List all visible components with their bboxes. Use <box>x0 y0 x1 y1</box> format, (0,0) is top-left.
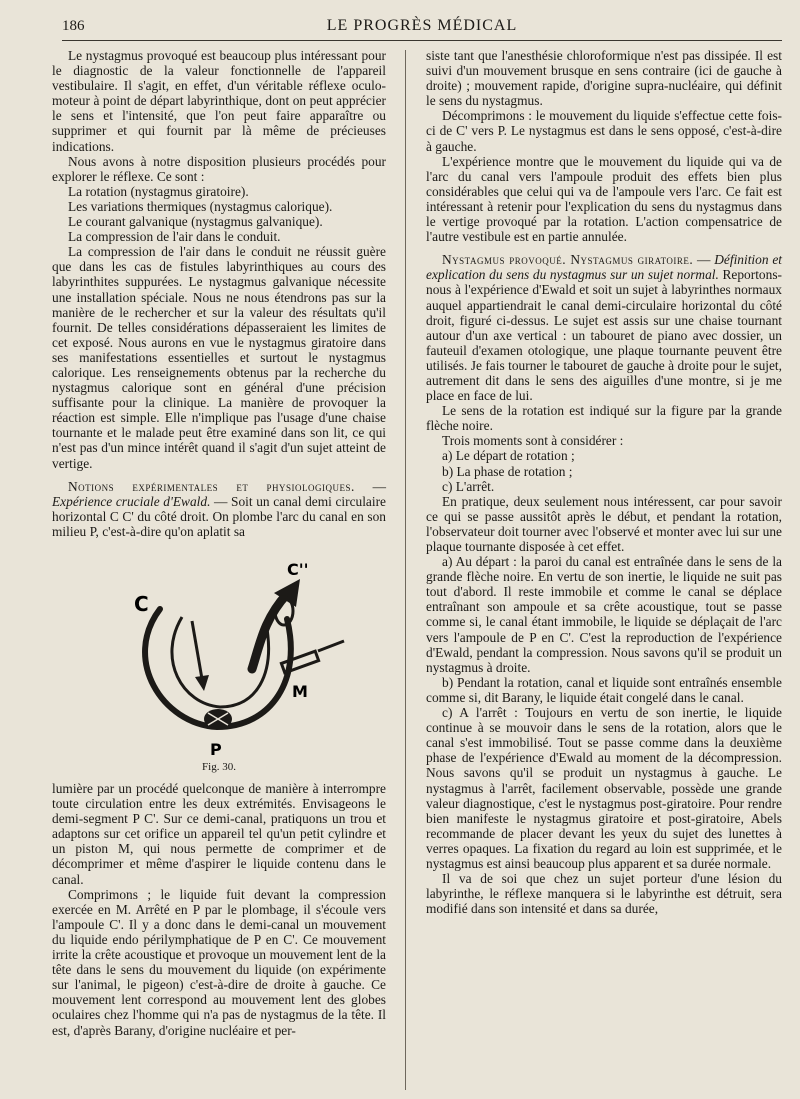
label-c-prime: C'' <box>287 560 309 579</box>
moment-item: c) L'arrêt. <box>442 478 495 494</box>
section-intro: Reportons-nous à l'expérience d'Ewald et soit un sujet à labyrinthes normaux auquel appartiendrait le canal demi-circulaire horizontal du côté droit, figuré ci-dessus. Le sujet est assis sur une chaise tournant autour d'un axe vertical : un tabouret de piano avec dossier, un fauteuil d'examen otologique, une plaque tournante peuvent être utilisés. Je fais tourner le tabouret de gauche à droite pour le sujet, autrement dit dans le sens des aiguilles d'une montre, si je me place en face de lui. <box>426 267 782 404</box>
label-c: C <box>134 592 149 616</box>
paragraph: Trois moments sont à considérer : <box>442 433 624 449</box>
left-column <box>52 48 386 1038</box>
paragraph: c) A l'arrêt : Toujours en vertu de son inertie, le liquide continue à se mouvoir dans le sens de la rotation, alors que le canal s'est immobilisé. Tout se passe comme dans la deuxième phase de l'expérience d'Ewald au moment de la décompression. Nous savons qu'il se produit un nystagmus à gauche. Le nystagmus à l'arrêt, facilement observable, possède une grande valeur diagnostique, c'est le nystagmus post-giratoire. Pour rendre bien manifeste le nystagmus giratoire et post-giratoire, Abels recommande de placer devant les yeux du sujet des lunettes à verres opaques. La fixation du regard au loin est supprimée, et le nystagmus est ainsi beaucoup plus apparent et sa durée normale. <box>426 705 782 871</box>
section-paragraph <box>426 252 782 403</box>
paragraph: La compression de l'air dans le conduit ne réussit guère que dans les cas de fistules labyrinthiques au cours des labyrinthites suppurées. Le nystagmus galvanique nécessite une installation spéciale. Nous ne nous étendrons pas sur la manière de le rechercher et sur la valeur des résultats qu'il fournit. De telles considérations dépasseraient les limites de cet exposé. Nous aurons en vue le nystagmus giratoire dans ses manifestations essentielles et surtout le nystagmus calorique. Les renseignements obtenus par la recherche du nystagmus calorique sont en général d'une précision suffisante pour la clinique. La manière de provoquer la réaction est simple. Elle n'implique pas l'usage d'une chaise tournante et le malade peut être examiné dans son lit, ce qui n'est pas d'un mince intérêt quand il s'agit d'un sujet atteint de vertige. <box>52 244 386 471</box>
page-number: 186 <box>62 18 85 34</box>
paragraph: L'expérience montre que le mouvement du liquide qui va de l'arc du canal vers l'ampoule produit des effets bien plus considérables que celui qui va de l'ampoule vers l'arc. Ce fait est intéressant à retenir pour l'explication du sens du nystagmus dans le vertige provoqué par la rotation. L'action compensatrice de l'autre vestibule est en partie annulée. <box>426 153 782 245</box>
label-p: P <box>210 740 222 759</box>
procedure-item: Le courant galvanique (nystagmus galvanique). <box>68 214 323 230</box>
figure-30 <box>52 549 386 775</box>
section-intro: — Soit un canal demi circulaire horizontal C C' du côté droit. On plombe l'arc du canal en son milieu P, c'est-à-dire qu'on aplatit sa <box>52 493 386 539</box>
section-heading: Nystagmus provoqué. Nystagmus giratoire. <box>442 252 694 268</box>
section-heading: Notions expérimentales et physiologiques. <box>68 478 355 494</box>
procedure-item: La compression de l'air dans le conduit. <box>68 229 281 245</box>
figure-caption: Fig. 30. <box>202 760 236 773</box>
paragraph: Le nystagmus provoqué est beaucoup plus intéressant pour le diagnostic de la valeur fonctionnelle de l'appareil vestibulaire. Il s'agit, en effet, d'un véritable réflexe oculo-moteur à point de départ labyrinthique, dont on peut apprécier le sens et l'intensité, que l'on peut faire apparaître ou supprimer et qui fournit par là même de précieuses indications. <box>52 48 386 154</box>
paragraph: a) Au départ : la paroi du canal est entraînée dans le sens de la grande flèche noire. En vertu de son inertie, le liquide ne suit pas tout d'abord. Il reste immobile et comme le canal se déplace entraînant son ampoule et sa crête acoustique, tout se passe comme si, le canal étant immobile, le liquide se déplaçait de l'arc vers l'ampoule de P en C'. C'est la reproduction de l'expérience d'Ewald, pendant la compression. Nous savons qu'il se produit un nystagmus à droite. <box>426 554 782 675</box>
paragraph: Le sens de la rotation est indiqué sur la figure par la grande flèche noire. <box>426 403 782 434</box>
procedure-item: Les variations thermiques (nystagmus calorique). <box>68 198 333 214</box>
procedure-item: La rotation (nystagmus giratoire). <box>68 183 249 199</box>
section-subtitle: Expérience cruciale d'Ewald. <box>52 493 211 509</box>
paragraph: lumière par un procédé quelconque de manière à interrompre toute circulation entre les deux extrémités. Envisageons le demi-segment P C'. Sur ce demi-canal, pratiquons un trou et adaptons sur cet orifice un appareil tel qu'un petit cylindre et un piston M, qui nous permette de comprimer et de décomprimer et même d'aspirer le liquide contenu dans le canal. <box>52 781 386 887</box>
journal-title: LE PROGRÈS MÉDICAL <box>326 17 518 34</box>
column-divider <box>405 50 406 1090</box>
moment-item: a) Le départ de rotation ; <box>442 448 575 464</box>
paragraph: Il va de soi que chez un sujet porteur d'une lésion du labyrinthe, le réflexe manquera si le labyrinthe est détruit, sera modifié dans son intensité et dans sa durée, <box>426 871 782 917</box>
heading-dash: — <box>693 252 715 268</box>
paragraph: Nous avons à notre disposition plusieurs procédés pour explorer le réflexe. Ce sont : <box>52 153 386 184</box>
section-paragraph <box>52 479 386 539</box>
paragraph: siste tant que l'anesthésie chloroformique n'est pas dissipée. Il est suivi d'un mouvement brusque en sens contraire (ici de gauche à droite) ; mouvement rapide, d'origine supra-nucléaire, qui définit le sens du nystagmus. <box>426 48 782 109</box>
paragraph: Décomprimons : le mouvement du liquide s'effectue cette fois-ci de C' vers P. Le nystagmus est dans le sens opposé, c'est-à-dire à gauche. <box>426 108 782 154</box>
paragraph: En pratique, deux seulement nous intéressent, car pour savoir ce qui se passe aussitôt après le début, et pendant la rotation, l'observateur doit tourner avec l'observé et monter avec lui sur une plaque tournante disposée à cet effet. <box>426 493 782 554</box>
paragraph: b) Pendant la rotation, canal et liquide sont entraînés ensemble comme si, dit Barany, le liquide était congelé dans le canal. <box>426 674 782 705</box>
section-subtitle: Définition et explication du sens du nystagmus sur un sujet normal. <box>426 252 782 283</box>
paragraph: Comprimons ; le liquide fuit devant la compression exercée en M. Arrêté en P par le plombage, il s'écoule vers l'ampoule C'. Il y a donc dans le demi-canal un mouvement du liquide endo périlymphatique de P en C'. Ce mouvement irrite la crête acoustique et provoque un mouvement lent de la tête dans le sens du mouvement du liquide (on expérimente sur l'animal, le pigeon) c'est-à-dire de droite à gauche. Ce mouvement lent correspond au mouvement lent des globes oculaires chez l'homme qui n'a pas de nystagmus de la tête. Il est, d'après Barany, d'origine nucléaire et per- <box>52 886 386 1038</box>
label-m: M <box>292 682 308 701</box>
right-column <box>426 48 782 916</box>
page-header <box>62 16 782 41</box>
moment-item: b) La phase de rotation ; <box>442 463 573 479</box>
canal-diagram <box>52 549 386 759</box>
heading-dash: — <box>354 478 386 494</box>
